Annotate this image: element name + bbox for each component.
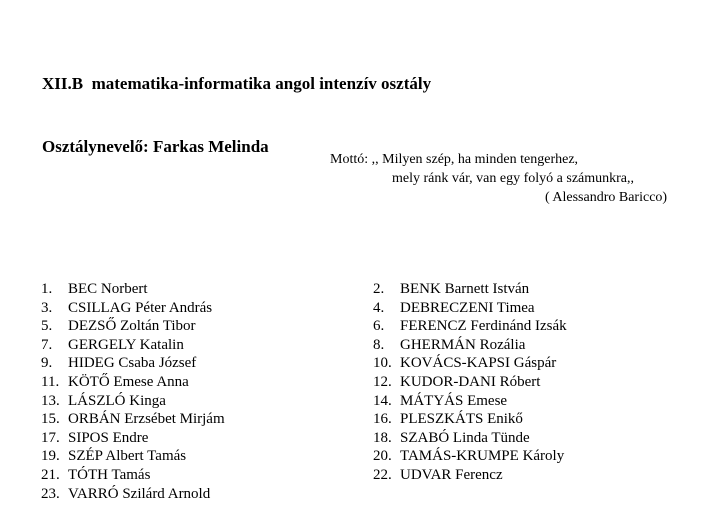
roster-row-number: 6.: [373, 318, 385, 335]
roster-row-number: 8.: [373, 336, 385, 353]
roster-row: [41, 429, 225, 448]
roster-row: [41, 392, 225, 411]
roster-row-number: 1.: [41, 281, 53, 297]
roster-row: [41, 280, 225, 299]
roster-row-name: KUDOR-DANI Róbert: [400, 373, 541, 390]
roster-row-name: SIPOS Endre: [68, 429, 149, 446]
roster-row: [41, 336, 225, 355]
roster-row-number: 21.: [41, 466, 60, 483]
roster-row-name: DEZSŐ Zoltán Tibor: [68, 318, 196, 335]
motto-line-1: Mottó: ,, Milyen szép, ha minden tengerhez,: [330, 152, 579, 167]
roster-row-number: 22.: [373, 466, 392, 483]
roster-row-name: TÓTH Tamás: [68, 466, 151, 483]
roster-row-name: VARRÓ Szilárd Arnold: [68, 485, 211, 502]
roster-row-name: HIDEG Csaba József: [68, 355, 197, 372]
roster-row: [373, 336, 567, 355]
roster-row-number: 23.: [41, 485, 60, 502]
class-title: XII.B matematika-informatika angol intenzív osztály: [42, 74, 432, 93]
roster-row-number: 18.: [373, 429, 392, 446]
roster-row-number: 14.: [373, 392, 392, 409]
roster-row: [373, 354, 567, 373]
roster-row: [373, 429, 567, 448]
roster-row-number: 2.: [373, 281, 385, 297]
motto-attribution: ( Alessandro Baricco): [545, 190, 668, 205]
roster-row: [41, 299, 225, 318]
roster-row: [373, 317, 567, 336]
roster-row-name: TAMÁS-KRUMPE Károly: [400, 448, 565, 465]
roster-row-number: 9.: [41, 355, 53, 372]
roster-row-name: BENK Barnett István: [400, 281, 530, 297]
motto-line-2: mely ránk vár, van egy folyó a számunkra,,: [392, 171, 635, 186]
roster-row: [41, 447, 225, 466]
roster-row-name: DEBRECZENI Timea: [400, 299, 535, 316]
roster-row: [373, 410, 567, 429]
roster-row-number: 19.: [41, 448, 60, 465]
roster-row-name: UDVAR Ferencz: [400, 466, 503, 483]
roster-row-name: SZÉP Albert Tamás: [68, 448, 187, 465]
roster-row-number: 17.: [41, 429, 60, 446]
roster-row-number: 13.: [41, 392, 60, 409]
roster-row-name: CSILLAG Péter András: [68, 299, 213, 316]
roster-row: [373, 447, 567, 466]
roster-row-name: LÁSZLÓ Kinga: [68, 392, 166, 409]
roster-row-name: MÁTYÁS Emese: [400, 392, 508, 409]
roster-row: [373, 466, 567, 485]
roster-row-name: GHERMÁN Rozália: [400, 336, 526, 353]
document-header: [42, 31, 431, 199]
roster-row: [373, 373, 567, 392]
roster-row: [41, 354, 225, 373]
roster-row-number: 12.: [373, 373, 392, 390]
roster-row-name: GERGELY Katalin: [68, 336, 184, 353]
roster-right-column: [373, 280, 567, 485]
roster-row-name: SZABÓ Linda Tünde: [400, 429, 530, 446]
roster-row-number: 20.: [373, 448, 392, 465]
roster-row-number: 15.: [41, 411, 60, 428]
roster-row: [373, 299, 567, 318]
roster-row-name: KOVÁCS-KAPSI Gáspár: [400, 355, 557, 372]
roster-row: [41, 373, 225, 392]
roster-left-column: [41, 280, 225, 503]
roster-row-number: 5.: [41, 318, 53, 335]
roster-row: [373, 392, 567, 411]
roster-row: [41, 466, 225, 485]
roster-row-name: ORBÁN Erzsébet Mirjám: [68, 411, 225, 428]
roster-row-number: 11.: [41, 373, 60, 390]
roster-row-number: 3.: [41, 299, 53, 316]
roster-row-number: 10.: [373, 355, 392, 372]
roster-row-name: KÖTŐ Emese Anna: [68, 373, 189, 390]
roster-row-name: FERENCZ Ferdinánd Izsák: [400, 318, 567, 335]
roster-row-name: BEC Norbert: [68, 281, 148, 297]
class-teacher: Osztálynevelő: Farkas Melinda: [42, 137, 269, 156]
roster-row: [41, 410, 225, 429]
roster-row-number: 7.: [41, 336, 53, 353]
roster-row-number: 4.: [373, 299, 385, 316]
roster-row-number: 16.: [373, 411, 392, 428]
roster-row: [373, 280, 567, 299]
roster-row: [41, 485, 225, 504]
roster-row: [41, 317, 225, 336]
roster-row-name: PLESZKÁTS Enikő: [400, 411, 523, 428]
